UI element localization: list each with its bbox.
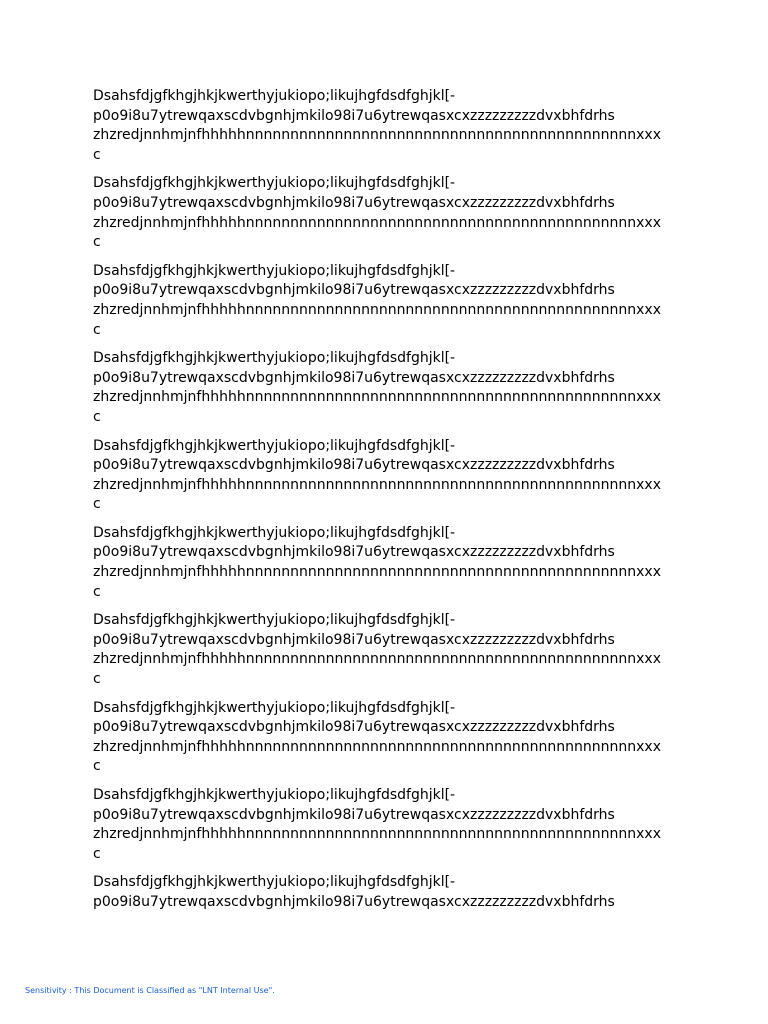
paragraph	[93, 437, 678, 515]
paragraph	[93, 699, 678, 777]
paragraph-line: p0o9i8u7ytrewqaxscdvbgnhjmkilo98i7u6ytrewqasxcxzzzzzzzzzdvxbhfdrhs	[93, 893, 615, 910]
sensitivity-label: Sensitivity : This Document is Classified as "LNT Internal Use".	[25, 986, 275, 995]
paragraph-line: c	[93, 496, 101, 513]
paragraph-line: zhzredjnnhmjnfhhhhhnnnnnnnnnnnnnnnnnnnnnnnnnnnnnnnnnnnnnnnnnnnnxxx	[93, 564, 661, 581]
paragraph	[93, 873, 678, 912]
paragraph-line: zhzredjnnhmjnfhhhhhnnnnnnnnnnnnnnnnnnnnnnnnnnnnnnnnnnnnnnnnnnnnxxx	[93, 301, 661, 318]
paragraph-line: Dsahsfdjgfkhgjhkjkwerthyjukiopo;likujhgfdsdfghjkl[-	[93, 524, 456, 541]
paragraph	[93, 611, 678, 689]
paragraph-line: Dsahsfdjgfkhgjhkjkwerthyjukiopo;likujhgfdsdfghjkl[-	[93, 175, 456, 192]
paragraph-line: Dsahsfdjgfkhgjhkjkwerthyjukiopo;likujhgfdsdfghjkl[-	[93, 787, 456, 803]
paragraph-line: p0o9i8u7ytrewqaxscdvbgnhjmkilo98i7u6ytrewqasxcxzzzzzzzzzdvxbhfdrhs	[93, 544, 615, 561]
paragraph-line: zhzredjnnhmjnfhhhhhnnnnnnnnnnnnnnnnnnnnnnnnnnnnnnnnnnnnnnnnnnnnxxx	[93, 651, 661, 668]
paragraph-line: Dsahsfdjgfkhgjhkjkwerthyjukiopo;likujhgfdsdfghjkl[-	[93, 88, 456, 104]
paragraph	[93, 262, 678, 340]
paragraph	[93, 786, 678, 864]
paragraph-line: p0o9i8u7ytrewqaxscdvbgnhjmkilo98i7u6ytrewqasxcxzzzzzzzzzdvxbhfdrhs	[93, 194, 615, 211]
paragraph-line: zhzredjnnhmjnfhhhhhnnnnnnnnnnnnnnnnnnnnnnnnnnnnnnnnnnnnnnnnnnnnxxx	[93, 127, 661, 144]
paragraph	[93, 349, 678, 427]
paragraph	[93, 174, 678, 252]
document-body	[93, 87, 678, 922]
paragraph	[93, 87, 678, 165]
paragraph-line: p0o9i8u7ytrewqaxscdvbgnhjmkilo98i7u6ytrewqasxcxzzzzzzzzzdvxbhfdrhs	[93, 369, 615, 386]
paragraph-line: Dsahsfdjgfkhgjhkjkwerthyjukiopo;likujhgfdsdfghjkl[-	[93, 874, 456, 891]
paragraph-line: Dsahsfdjgfkhgjhkjkwerthyjukiopo;likujhgfdsdfghjkl[-	[93, 699, 456, 716]
paragraph-line: c	[93, 321, 101, 338]
paragraph-line: p0o9i8u7ytrewqaxscdvbgnhjmkilo98i7u6ytrewqasxcxzzzzzzzzzdvxbhfdrhs	[93, 806, 615, 823]
paragraph-line: c	[93, 146, 101, 163]
paragraph-line: Dsahsfdjgfkhgjhkjkwerthyjukiopo;likujhgfdsdfghjkl[-	[93, 350, 456, 367]
paragraph-line: p0o9i8u7ytrewqaxscdvbgnhjmkilo98i7u6ytrewqasxcxzzzzzzzzzdvxbhfdrhs	[93, 282, 615, 299]
paragraph-line: Dsahsfdjgfkhgjhkjkwerthyjukiopo;likujhgfdsdfghjkl[-	[93, 437, 456, 454]
paragraph-line: p0o9i8u7ytrewqaxscdvbgnhjmkilo98i7u6ytrewqasxcxzzzzzzzzzdvxbhfdrhs	[93, 457, 615, 474]
paragraph-line: zhzredjnnhmjnfhhhhhnnnnnnnnnnnnnnnnnnnnnnnnnnnnnnnnnnnnnnnnnnnnxxx	[93, 826, 661, 843]
paragraph-line: zhzredjnnhmjnfhhhhhnnnnnnnnnnnnnnnnnnnnnnnnnnnnnnnnnnnnnnnnnnnnxxx	[93, 214, 661, 231]
paragraph-line: p0o9i8u7ytrewqaxscdvbgnhjmkilo98i7u6ytrewqasxcxzzzzzzzzzdvxbhfdrhs	[93, 719, 615, 736]
paragraph-line: p0o9i8u7ytrewqaxscdvbgnhjmkilo98i7u6ytrewqasxcxzzzzzzzzzdvxbhfdrhs	[93, 631, 615, 648]
paragraph-line: c	[93, 583, 101, 600]
paragraph-line: zhzredjnnhmjnfhhhhhnnnnnnnnnnnnnnnnnnnnnnnnnnnnnnnnnnnnnnnnnnnnxxx	[93, 738, 661, 755]
paragraph-line: c	[93, 234, 101, 251]
paragraph-line: c	[93, 408, 101, 425]
paragraph-line: zhzredjnnhmjnfhhhhhnnnnnnnnnnnnnnnnnnnnnnnnnnnnnnnnnnnnnnnnnnnnxxx	[93, 476, 661, 493]
paragraph-line: Dsahsfdjgfkhgjhkjkwerthyjukiopo;likujhgfdsdfghjkl[-	[93, 612, 456, 629]
paragraph-line: zhzredjnnhmjnfhhhhhnnnnnnnnnnnnnnnnnnnnnnnnnnnnnnnnnnnnnnnnnnnnxxx	[93, 389, 661, 406]
paragraph-line: c	[93, 845, 101, 862]
paragraph	[93, 524, 678, 602]
paragraph-line: c	[93, 671, 101, 688]
paragraph-line: Dsahsfdjgfkhgjhkjkwerthyjukiopo;likujhgfdsdfghjkl[-	[93, 262, 456, 279]
paragraph-line: p0o9i8u7ytrewqaxscdvbgnhjmkilo98i7u6ytrewqasxcxzzzzzzzzzdvxbhfdrhs	[93, 107, 615, 124]
paragraph-line: c	[93, 758, 101, 775]
